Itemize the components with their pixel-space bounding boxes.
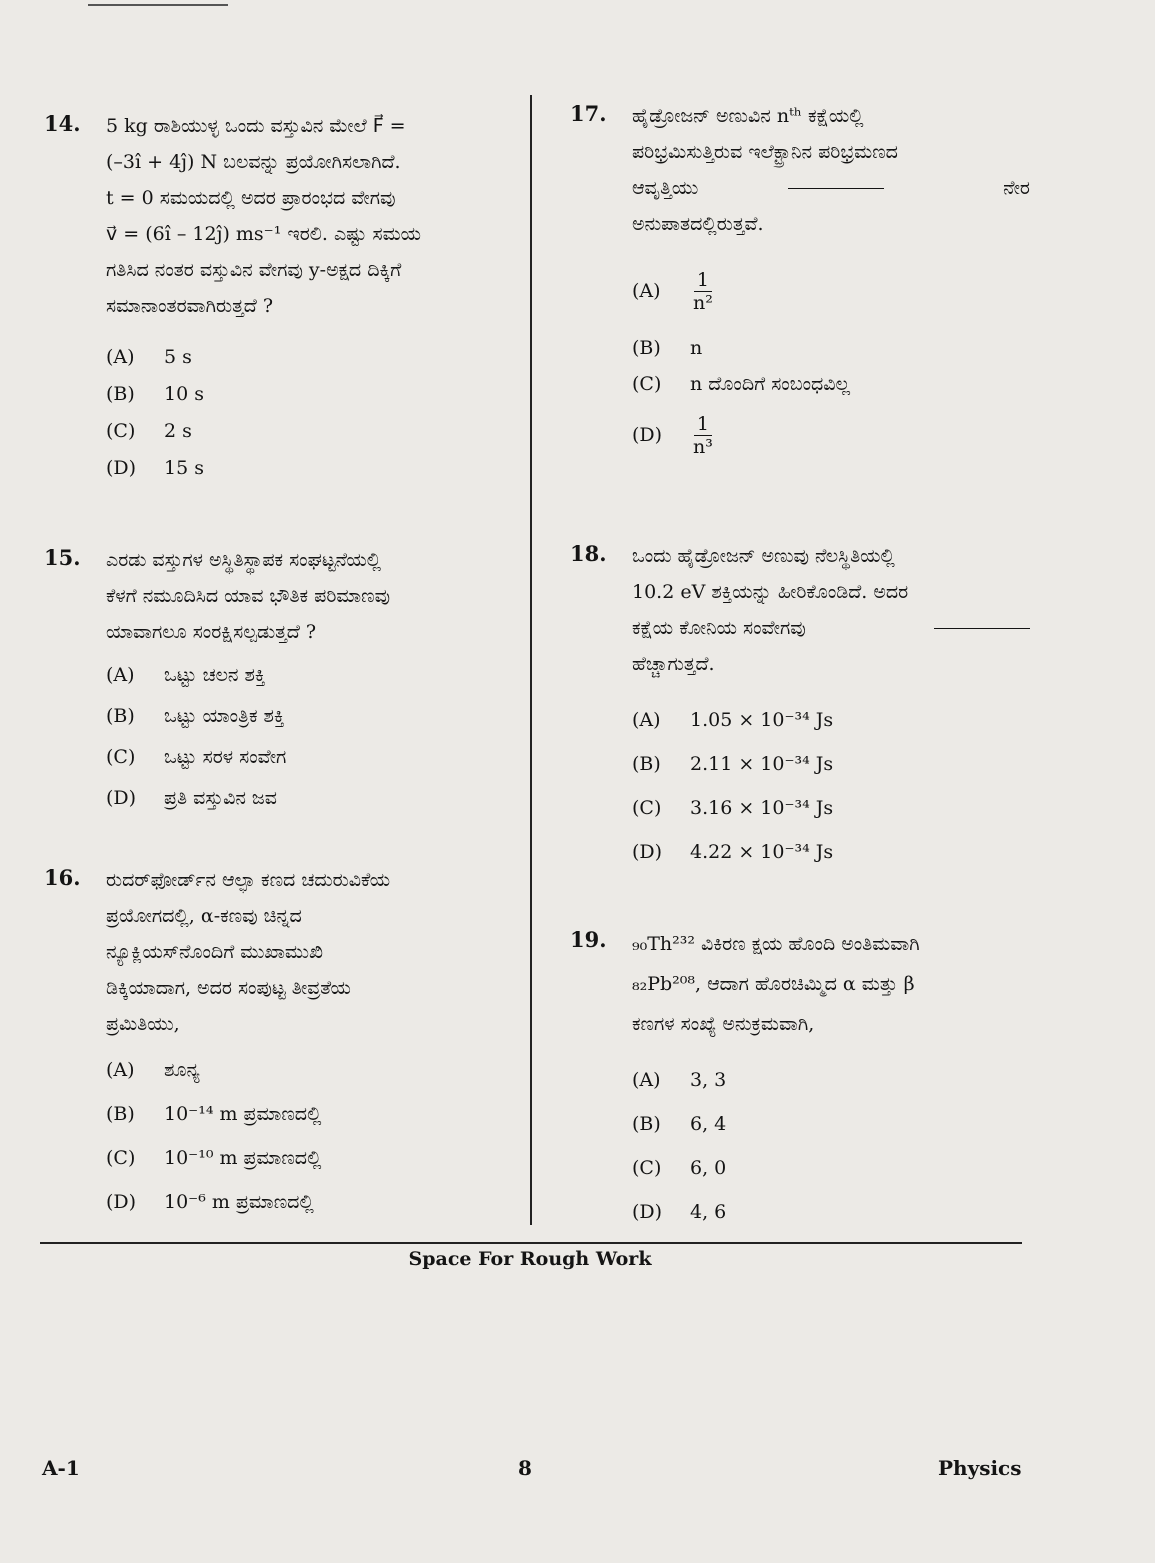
question-text	[106, 862, 504, 1042]
option-value: 10⁻⁶ m ಪ್ರಮಾಣದಲ್ಲಿ	[164, 1191, 314, 1213]
question-line: ಗತಿಸಿದ ನಂತರ ವಸ್ತುವಿನ ವೇಗವು y-ಅಕ್ಷದ ದಿಕ್ಕಿಗೆ	[106, 259, 402, 281]
question-line: ಹೆಚ್ಚಾಗುತ್ತದೆ.	[632, 653, 715, 675]
column-divider	[530, 95, 532, 1225]
question-number: 14.	[44, 111, 81, 136]
option-value: 1.05 × 10⁻³⁴ Js	[690, 709, 834, 731]
option-label: (B)	[106, 382, 135, 405]
options	[632, 698, 1030, 874]
option-value: 5 s	[164, 345, 192, 368]
answer-blank	[934, 628, 1030, 629]
option-value: ಶೂನ್ಯ	[164, 1059, 200, 1081]
option-d	[106, 449, 504, 486]
question-number: 15.	[44, 545, 81, 570]
option-b	[106, 375, 504, 412]
option-label: (B)	[632, 337, 661, 359]
options	[632, 258, 1030, 468]
question-line: ಡಿಕ್ಕಿಯಾದಾಗ, ಅದರ ಸಂಪುಟ್ಟ ತೀವ್ರತೆಯ	[106, 977, 351, 999]
option-value: 4, 6	[690, 1201, 727, 1223]
question-line: 10.2 eV ಶಕ್ತಿಯನ್ನು ಹೀರಿಕೊಂಡಿದೆ. ಅದರ	[632, 581, 909, 603]
option-value: 6, 4	[690, 1113, 727, 1135]
question-line: t = 0 ಸಮಯದಲ್ಲಿ ಅದರ ಪ್ರಾರಂಭದ ವೇಗವು	[106, 187, 396, 209]
footer-code: A-1	[42, 1456, 80, 1480]
option-a	[106, 1048, 504, 1092]
option-value: ಒಟ್ಟು ಚಲನ ಶಕ್ತಿ	[164, 663, 266, 686]
option-value: ಪ್ರತಿ ವಸ್ತುವಿನ ಜವ	[164, 786, 277, 809]
option-label: (C)	[632, 797, 662, 819]
question-line: ಕಣಗಳ ಸಂಖ್ಯೆ ಅನುಕ್ರಮವಾಗಿ,	[632, 1013, 815, 1035]
fraction	[690, 269, 716, 314]
option-c	[106, 736, 504, 777]
question-15	[44, 542, 504, 818]
page-number: 8	[518, 1456, 532, 1480]
question-number: 18.	[570, 541, 607, 566]
question-17	[570, 98, 1030, 468]
option-label: (C)	[632, 373, 662, 395]
option-label: (C)	[106, 419, 136, 442]
option-d	[632, 1190, 1030, 1234]
option-value: 3.16 × 10⁻³⁴ Js	[690, 797, 834, 819]
option-label: (A)	[106, 663, 135, 686]
option-label: (D)	[632, 1201, 663, 1223]
option-value: 15 s	[164, 456, 204, 479]
option-label: (D)	[632, 841, 663, 863]
question-line: ಆವೃತ್ತಿಯು	[632, 177, 699, 199]
fraction-numerator: 1	[694, 269, 712, 292]
question-text	[632, 924, 1030, 1044]
question-line: v⃗ = (6î – 12ĵ) ms⁻¹ ಇರಲಿ. ಎಷ್ಟು ಸಮಯ	[106, 223, 422, 245]
option-label: (A)	[106, 345, 135, 368]
option-a	[106, 654, 504, 695]
question-text	[106, 108, 504, 324]
question-line: ಕೆಳಗೆ ನಮೂದಿಸಿದ ಯಾವ ಭೌತಿಕ ಪರಿಮಾಣವು	[106, 585, 391, 607]
question-line: ರುದರ್‌ಫೋರ್ಡ್‌ನ ಆಲ್ಫಾ ಕಣದ ಚದುರುವಿಕೆಯ	[106, 869, 391, 891]
option-label: (D)	[106, 1191, 137, 1213]
question-line: (–3î + 4ĵ) N ಬಲವನ್ನು ಪ್ರಯೋಗಿಸಲಾಗಿದೆ.	[106, 151, 401, 173]
option-c	[106, 1136, 504, 1180]
footer-subject: Physics	[938, 1456, 1022, 1480]
option-value: n	[690, 337, 703, 359]
option-label: (D)	[106, 456, 137, 479]
question-line: ಅನುಪಾತದಲ್ಲಿರುತ್ತವೆ.	[632, 213, 764, 235]
option-label: (B)	[632, 753, 661, 775]
question-number: 16.	[44, 865, 81, 890]
question-line: ₈₂Pb²⁰⁸, ಆದಾಗ ಹೊರಚಿಮ್ಮಿದ α ಮತ್ತು β	[632, 973, 915, 995]
question-blank-line	[632, 610, 1030, 646]
option-d	[632, 402, 1030, 468]
option-a	[632, 1058, 1030, 1102]
question-18	[570, 538, 1030, 874]
option-b	[106, 695, 504, 736]
fraction-numerator: 1	[694, 413, 712, 436]
option-value: 4.22 × 10⁻³⁴ Js	[690, 841, 834, 863]
question-line: ಪ್ರಮಿತಿಯು,	[106, 1013, 180, 1035]
fraction-denominator: n³	[693, 435, 713, 458]
question-19	[570, 924, 1030, 1234]
option-label: (B)	[106, 704, 135, 727]
option-label: (C)	[106, 1147, 136, 1169]
option-label: (D)	[632, 424, 663, 446]
option-value: 2 s	[164, 419, 192, 442]
question-line: ಪರಿಭ್ರಮಿಸುತ್ತಿರುವ ಇಲೆಕ್ಟ್ರಾನಿನ ಪರಿಭ್ರಮಣದ	[632, 141, 898, 163]
option-value: ಒಟ್ಟು ಯಾಂತ್ರಿಕ ಶಕ್ತಿ	[164, 704, 285, 727]
option-a	[632, 698, 1030, 742]
question-line: ಒಂದು ಹೈಡ್ರೋಜನ್ ಅಣುವು ನೆಲಸ್ಥಿತಿಯಲ್ಲಿ	[632, 545, 895, 567]
options	[632, 1058, 1030, 1234]
question-line: ಎರಡು ವಸ್ತುಗಳ ಅಸ್ಥಿತಿಸ್ಥಾಪಕ ಸಂಘಟ್ಟನೆಯಲ್ಲಿ	[106, 549, 382, 571]
options	[106, 1048, 504, 1224]
option-c	[106, 412, 504, 449]
question-line: ಕಕ್ಷೆಯ ಕೋನಿಯ ಸಂವೇಗವು	[632, 617, 806, 639]
option-c	[632, 1146, 1030, 1190]
question-line: ₉₀Th²³² ವಿಕಿರಣ ಕ್ಷಯ ಹೊಂದಿ ಅಂತಿಮವಾಗಿ	[632, 933, 920, 955]
question-line: ನೇರ	[1003, 177, 1030, 199]
option-label: (B)	[632, 1113, 661, 1135]
rough-work-label: Space For Rough Work	[408, 1248, 652, 1270]
options	[106, 338, 504, 486]
top-rule	[88, 4, 228, 6]
question-blank-line	[632, 170, 1030, 206]
question-text	[632, 538, 1030, 682]
option-value: 3, 3	[690, 1069, 727, 1091]
option-label: (A)	[632, 280, 661, 302]
question-line: ಹೈಡ್ರೋಜನ್ ಅಣುವಿನ nᵗʰ ಕಕ್ಷೆಯಲ್ಲಿ	[632, 105, 864, 127]
option-label: (A)	[106, 1059, 135, 1081]
option-label: (A)	[632, 709, 661, 731]
bottom-rule	[40, 1242, 1022, 1244]
option-value: 2.11 × 10⁻³⁴ Js	[690, 753, 834, 775]
question-line: 5 kg ರಾಶಿಯುಳ್ಳ ಒಂದು ವಸ್ತುವಿನ ಮೇಲೆ F⃗ =	[106, 115, 406, 137]
option-value: 6, 0	[690, 1157, 727, 1179]
option-c	[632, 786, 1030, 830]
option-label: (B)	[106, 1103, 135, 1125]
answer-blank	[788, 188, 884, 189]
option-a	[632, 258, 1030, 324]
option-c	[632, 366, 1030, 402]
option-b	[632, 742, 1030, 786]
option-label: (A)	[632, 1069, 661, 1091]
fraction-denominator: n²	[693, 291, 713, 314]
question-line: ಸಮಾನಾಂತರವಾಗಿರುತ್ತದೆ ?	[106, 295, 274, 317]
question-14	[44, 108, 504, 486]
question-16	[44, 862, 504, 1224]
question-line: ಪ್ರಯೋಗದಲ್ಲಿ, α-ಕಣವು ಚಿನ್ನದ	[106, 905, 302, 927]
question-text	[632, 98, 1030, 242]
option-b	[632, 330, 1030, 366]
question-text	[106, 542, 504, 650]
option-a	[106, 338, 504, 375]
option-label: (D)	[106, 786, 137, 809]
options	[106, 654, 504, 818]
fraction	[690, 413, 716, 458]
option-value: 10 s	[164, 382, 204, 405]
question-line: ಯಾವಾಗಲೂ ಸಂರಕ್ಷಿಸಲ್ಪಡುತ್ತದೆ ?	[106, 621, 317, 643]
question-number: 19.	[570, 927, 607, 952]
option-d	[106, 777, 504, 818]
question-number: 17.	[570, 101, 607, 126]
option-label: (C)	[106, 745, 136, 768]
option-b	[632, 1102, 1030, 1146]
option-label: (C)	[632, 1157, 662, 1179]
option-value: 10⁻¹⁴ m ಪ್ರಮಾಣದಲ್ಲಿ	[164, 1103, 322, 1125]
option-b	[106, 1092, 504, 1136]
option-value: 10⁻¹⁰ m ಪ್ರಮಾಣದಲ್ಲಿ	[164, 1147, 322, 1169]
question-line: ನ್ಯೂಕ್ಲಿಯಸ್‌ನೊಂದಿಗೆ ಮುಖಾಮುಖಿ	[106, 941, 324, 963]
option-value: ಒಟ್ಟು ಸರಳ ಸಂವೇಗ	[164, 745, 287, 768]
option-d	[106, 1180, 504, 1224]
option-d	[632, 830, 1030, 874]
option-value: n ದೊಂದಿಗೆ ಸಂಬಂಧವಿಲ್ಲ	[690, 373, 851, 395]
